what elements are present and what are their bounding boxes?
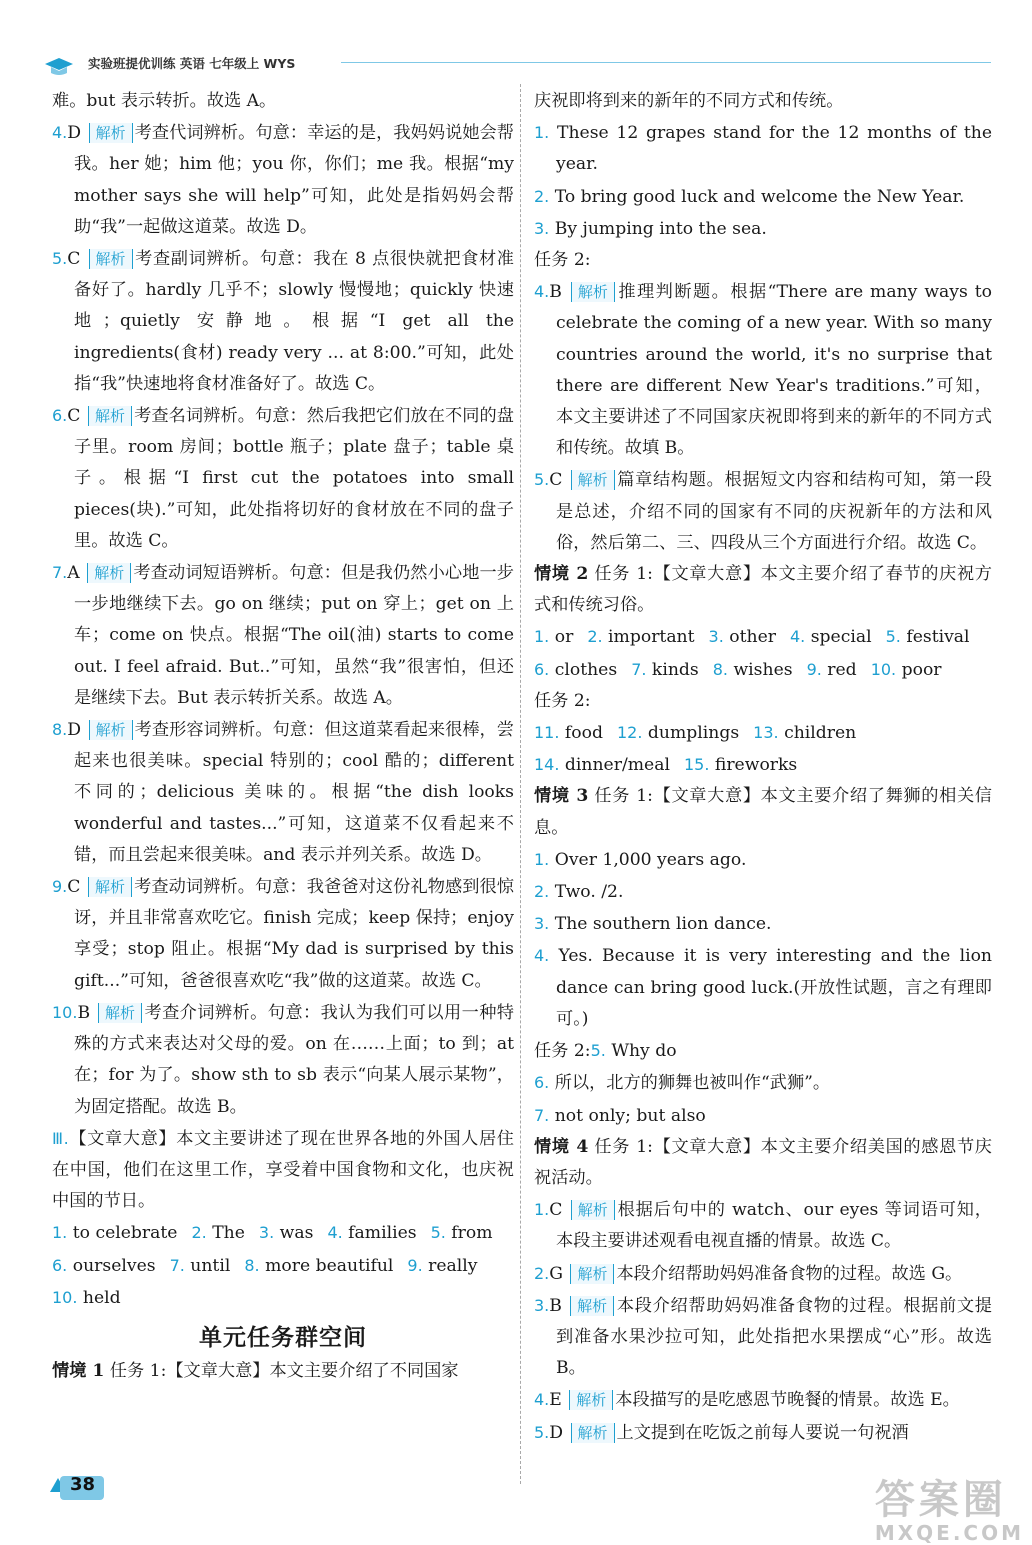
analysis-tag: 解析: [88, 877, 132, 897]
analysis-tag: 解析: [571, 1200, 615, 1220]
answer-row: 6. clothes 7. kinds 8. wishes 9. red 10. poor: [534, 659, 942, 680]
answer-item: 4. Yes. Because it is very interesting and the lion dance can bring good luck.(开放性试题，言之有理即可。): [534, 946, 992, 1029]
analysis-tag: 解析: [89, 720, 133, 740]
header-title: 实验班提优训练 英语 七年级上 WYS: [88, 56, 296, 71]
answer-item: 2.G 解析 本段介绍帮助妈妈准备食物的过程。故选 G。: [534, 1263, 963, 1284]
analysis-tag: 解析: [571, 470, 615, 490]
answer-row: 1. or 2. important 3. other 4. special 5. festival: [534, 627, 970, 648]
scenario-3: 情境 3 任务 1:【文章大意】本文主要介绍了舞狮的相关信息。: [534, 786, 992, 838]
answer-item: 7.A 解析 考查动词短语辨析。句意：但是我仍然小心地一步一步地继续下去。go on 继续；put on 穿上；get on 上车；come on 快点。根据“The oil(油) starts to come out. I feel afraid. But..”可知，虽然“我”很害怕，但还是继续下去。But 表示转折关系。故选 A。: [52, 563, 514, 708]
scenario-1: 情境 1 任务 1:【文章大意】本文主要介绍了不同国家: [52, 1360, 459, 1381]
answer-item: 1. These 12 grapes stand for the 12 months of the year.: [534, 123, 992, 175]
header-rule: [341, 62, 991, 63]
answer-item: 6. 所以，北方的狮舞也被叫作“武狮”。: [534, 1073, 831, 1094]
answer-item: 5.D 解析 上文提到在吃饭之前每人要说一句祝酒: [534, 1422, 909, 1443]
scenario-2: 情境 2 任务 1:【文章大意】本文主要介绍了春节的庆祝方式和传统习俗。: [534, 564, 992, 616]
analysis-tag: 解析: [570, 1264, 614, 1284]
answer-item: 4.B 解析 推理判断题。根据“There are many ways to celebrate the coming of a new year. With so many countries around the world, it's no surprise that there are different New Year's traditions.”可知，本文主要讲述了不同国家庆祝即将到来的新年的不同方式和传统。故填 B。: [534, 282, 993, 459]
analysis-tag: 解析: [571, 282, 615, 302]
answer-item: 6.C 解析 考查名词辨析。句意：然后我把它们放在不同的盘子里。room 房间；bottle 瓶子；plate 盘子；table 桌子。根据“I first cut the potatoes into small pieces(块).”可知，此处指将切好的食材放在不同的盘子里。故选 C。: [52, 406, 514, 551]
answer-item: 7. not only; but also: [534, 1105, 706, 1126]
answer-row: 11. food 12. dumplings 13. children: [534, 723, 857, 744]
task-label: 任务 2:: [534, 690, 591, 711]
analysis-tag: 解析: [571, 1423, 615, 1443]
answer-item: 8.D 解析 考查形容词辨析。句意：但这道菜看起来很棒，尝起来也很美味。special 特别的；cool 酷的；different 不同的；delicious 美味的。根据“the dish looks wonderful and tastes...”可知，这道菜不仅看起来不错，而且尝起来很美味。and 表示并列关系。故选 D。: [52, 720, 514, 865]
graduation-cap-icon: [44, 56, 74, 78]
scenario-4: 情境 4 任务 1:【文章大意】本文主要介绍美国的感恩节庆祝活动。: [534, 1136, 992, 1188]
section-iii-summary: Ⅲ.【文章大意】本文主要讲述了现在世界各地的外国人居住在中国，他们在这里工作，享受着中国食物和文化，也庆祝中国的节日。: [52, 1128, 514, 1212]
analysis-tag: 解析: [570, 1296, 614, 1316]
answer-item: 3. The southern lion dance.: [534, 914, 772, 935]
analysis-tag: 解析: [98, 1003, 142, 1023]
answer-item: 4.E 解析 本段描写的是吃感恩节晚餐的情景。故选 E。: [534, 1390, 960, 1411]
answer-item: 5.C 解析 篇章结构题。根据短文内容和结构可知，第一段是总述，介绍不同的国家有不同的庆祝新年的方法和风俗，然后第二、三、四段从三个方面进行介绍。故选 C。: [534, 470, 992, 553]
answer-item: 任务 2:5. Why do: [534, 1041, 677, 1062]
answer-item: 4.D 解析 考查代词辨析。句意：幸运的是，我妈妈说她会帮我。her 她；him 他；you 你，你们；me 我。根据“my mother says she will help”可知，此处是指妈妈会帮助“我”一起做这道菜。故选 D。: [52, 123, 514, 237]
answer-item: 3. By jumping into the sea.: [534, 218, 767, 239]
analysis-tag: 解析: [88, 406, 132, 426]
analysis-tag: 解析: [89, 123, 133, 143]
answer-item: 10.B 解析 考查介词辨析。句意：我认为我们可以用一种特殊的方式来表达对父母的爱。on 在……上面；to 到；at 在；for 为了。show sth to sb 表示“向某人展示某物”，为固定搭配。故选 B。: [52, 1002, 514, 1117]
column-divider: [520, 84, 521, 1484]
right-column: [534, 86, 992, 1449]
analysis-tag: 解析: [89, 249, 133, 269]
task-label: 任务 2:: [534, 250, 591, 271]
analysis-tag: 解析: [569, 1390, 613, 1410]
answer-item: 1.C 解析 根据后句中的 watch、our eyes 等词语可知，本段主要讲述观看电视直播的情景。故选 C。: [534, 1200, 992, 1252]
answer-item: 1. Over 1,000 years ago.: [534, 849, 747, 870]
answer-row: 1. to celebrate 2. The 3. was 4. families 5. from: [52, 1223, 493, 1244]
answer-item: 5.C 解析 考查副词辨析。句意：我在 8 点很快就把食材准备好了。hardly 几乎不；slowly 慢慢地；quickly 快速地；quietly 安静地。根据“I get all the ingredients(食材) ready very ... at 8:00.”可知，此处指“我”快速地将食材准备好了。故选 C。: [52, 249, 514, 394]
answer-item: 2. Two. /2.: [534, 882, 624, 903]
watermark: 答案圈 MXQE.COM: [874, 1477, 1024, 1545]
continued-line: 庆祝即将到来的新年的不同方式和传统。: [534, 91, 844, 111]
answer-item: 3.B 解析 本段介绍帮助妈妈准备食物的过程。根据前文提到准备水果沙拉可知，此处指把水果摆成“心”形。故选 B。: [534, 1295, 992, 1379]
page-number: 38: [70, 1474, 96, 1495]
left-column: [52, 86, 514, 1387]
section-title: 单元任务群空间: [199, 1324, 367, 1351]
page-header: [36, 48, 986, 80]
answer-item: 2. To bring good luck and welcome the New Year.: [534, 186, 965, 207]
answer-row: 14. dinner/meal 15. fireworks: [534, 755, 798, 776]
answer-item: 9.C 解析 考查动词辨析。句意：我爸爸对这份礼物感到很惊讶，并且非常喜欢吃它。finish 完成；keep 保持；enjoy 享受；stop 阻止。根据“My dad is surprised by this gift...”可知，爸爸很喜欢吃“我”做的这道菜。故选 C。: [52, 877, 514, 991]
continued-line: 难。but 表示转折。故选 A。: [52, 91, 277, 111]
analysis-tag: 解析: [87, 563, 131, 583]
answer-row: 10. held: [52, 1287, 121, 1308]
answer-row: 6. ourselves 7. until 8. more beautiful 9. really: [52, 1255, 478, 1276]
